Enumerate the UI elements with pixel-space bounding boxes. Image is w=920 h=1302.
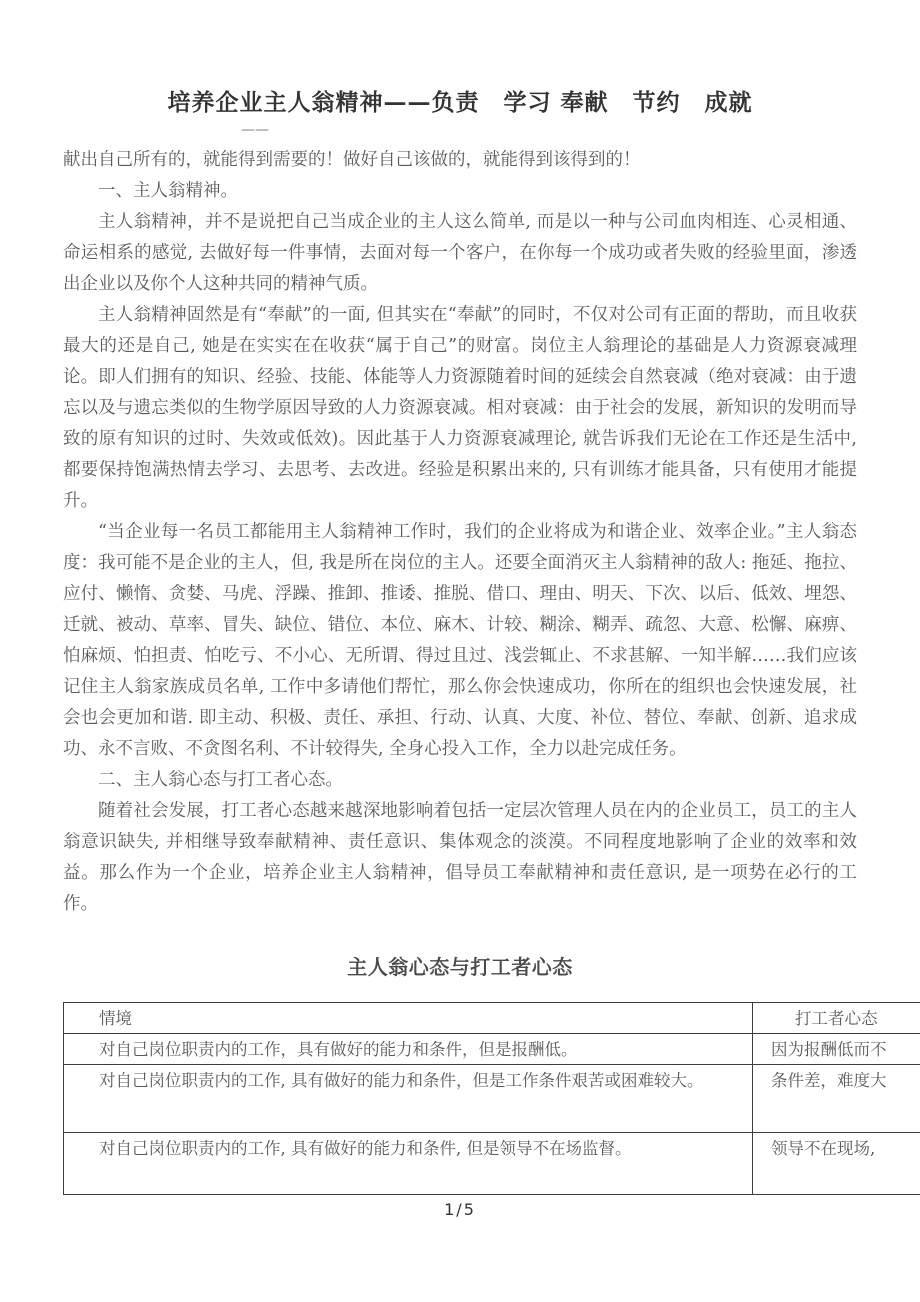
- paragraph-owner-attitude-enemies: “当企业每一名员工都能用主人翁精神工作时，我们的企业将成为和谐企业、效率企业。”主人翁态度：我可能不是企业的主人，但, 我是所在岗位的主人。还要全面消灭主人翁精神的敌人: 拖延、拖拉、应付、懒惰、贪婪、马虎、浮躁、推卸、推诿、推脱、借口、理由、明天、下次、以后、低效、埋怨、迁就、被动、草率、冒失、缺位、错位、本位、麻木、计较、糊涂、糊弄、疏忽、大意、松懈、麻痹、怕麻烦、怕担责、怕吃亏、不小心、无所谓、得过且过、浅尝辄止、不求甚解、一知半解……我们应该记住主人翁家族成员名单, 工作中多请他们帮忙，那么你会快速成功，你所在的组织也会快速发展，社会也会更加和谐. 即主动、积极、责任、承担、行动、认真、大度、补位、替位、奉献、创新、追求成功、永不言败、不贪图名利、不计较得失, 全身心投入工作，全力以赴完成任务。: [63, 522, 857, 759]
- table-row: [64, 1034, 920, 1065]
- paragraph-worker-mindset-impact: 随着社会发展，打工者心态越来越深地影响着包括一定层次管理人员在内的企业员工，员工的主人翁意识缺失, 并相继导致奉献精神、责任意识、集体观念的淡漠。不同程度地影响了企业的效率和效益。那么作为一个企业，培养企业主人翁精神，倡导员工奉献精神和责任意识, 是一项势在必行的工作。: [63, 801, 857, 914]
- column-header-worker-mindset: 打工者心态: [753, 1003, 920, 1034]
- document-body: [63, 145, 857, 920]
- document-title: 培养企业主人翁精神——负责 学习 奉献 节约 成就: [167, 89, 753, 116]
- paragraph-section-1-heading: 一、主人翁精神。: [98, 181, 238, 201]
- paragraph-section-2-heading: 二、主人翁心态与打工者心态。: [98, 770, 343, 790]
- cell-mindset-hard-conditions: 条件差，难度大: [753, 1065, 920, 1133]
- cell-situation-hard-conditions: 对自己岗位职责内的工作, 具有做好的能力和条件，但是工作条件艰苦或困难较大。: [64, 1065, 753, 1133]
- column-header-situation: 情境: [64, 1003, 753, 1034]
- mindset-comparison-table: [63, 1002, 920, 1195]
- page-number: 1/5: [444, 1200, 476, 1219]
- paragraph-owner-spirit-definition: 主人翁精神，并不是说把自己当成企业的主人这么简单, 而是以一种与公司血肉相连、心灵相通、命运相系的感觉, 去做好每一件事情，去面对每一个客户，在你每一个成功或者失败的经验里面，渗透出企业以及你个人这种共同的精神气质。: [63, 212, 857, 294]
- cell-situation-no-supervision: 对自己岗位职责内的工作, 具有做好的能力和条件, 但是领导不在场监督。: [64, 1133, 753, 1195]
- table-row: [64, 1133, 920, 1195]
- cell-mindset-no-supervision: 领导不在现场,: [753, 1133, 920, 1195]
- cell-mindset-low-pay: 因为报酬低而不: [753, 1034, 920, 1065]
- paragraph-dedication-theory: 主人翁精神固然是有“奉献”的一面, 但其实在“奉献”的同时，不仅对公司有正面的帮助，而且收获最大的还是自己, 她是在实实在在收获“属于自己”的财富。岗位主人翁理论的基础是人力资源衰减理论。即人们拥有的知识、经验、技能、体能等人力资源随着时间的延续会自然衰减（绝对衰减：由于遗忘以及与遗忘类似的生物学原因导致的人力资源衰减。相对衰减：由于社会的发展，新知识的发明而导致的原有知识的过时、失效或低效)。因此基于人力资源衰减理论, 就告诉我们无论在工作还是生活中, 都要保持饱满热情去学习、去思考、去改进。经验是积累出来的, 只有训练才能具备，只有使用才能提升。: [63, 305, 857, 511]
- table-row: [64, 1065, 920, 1133]
- paragraph-opening-quote: 献出自己所有的，就能得到需要的！做好自己该做的，就能得到该得到的！: [63, 150, 641, 170]
- title-dash-mark: ——: [241, 122, 269, 138]
- cell-situation-low-pay: 对自己岗位职责内的工作，具有做好的能力和条件，但是报酬低。: [64, 1034, 753, 1065]
- table-caption: 主人翁心态与打工者心态: [347, 955, 573, 979]
- table-header-row: [64, 1003, 920, 1034]
